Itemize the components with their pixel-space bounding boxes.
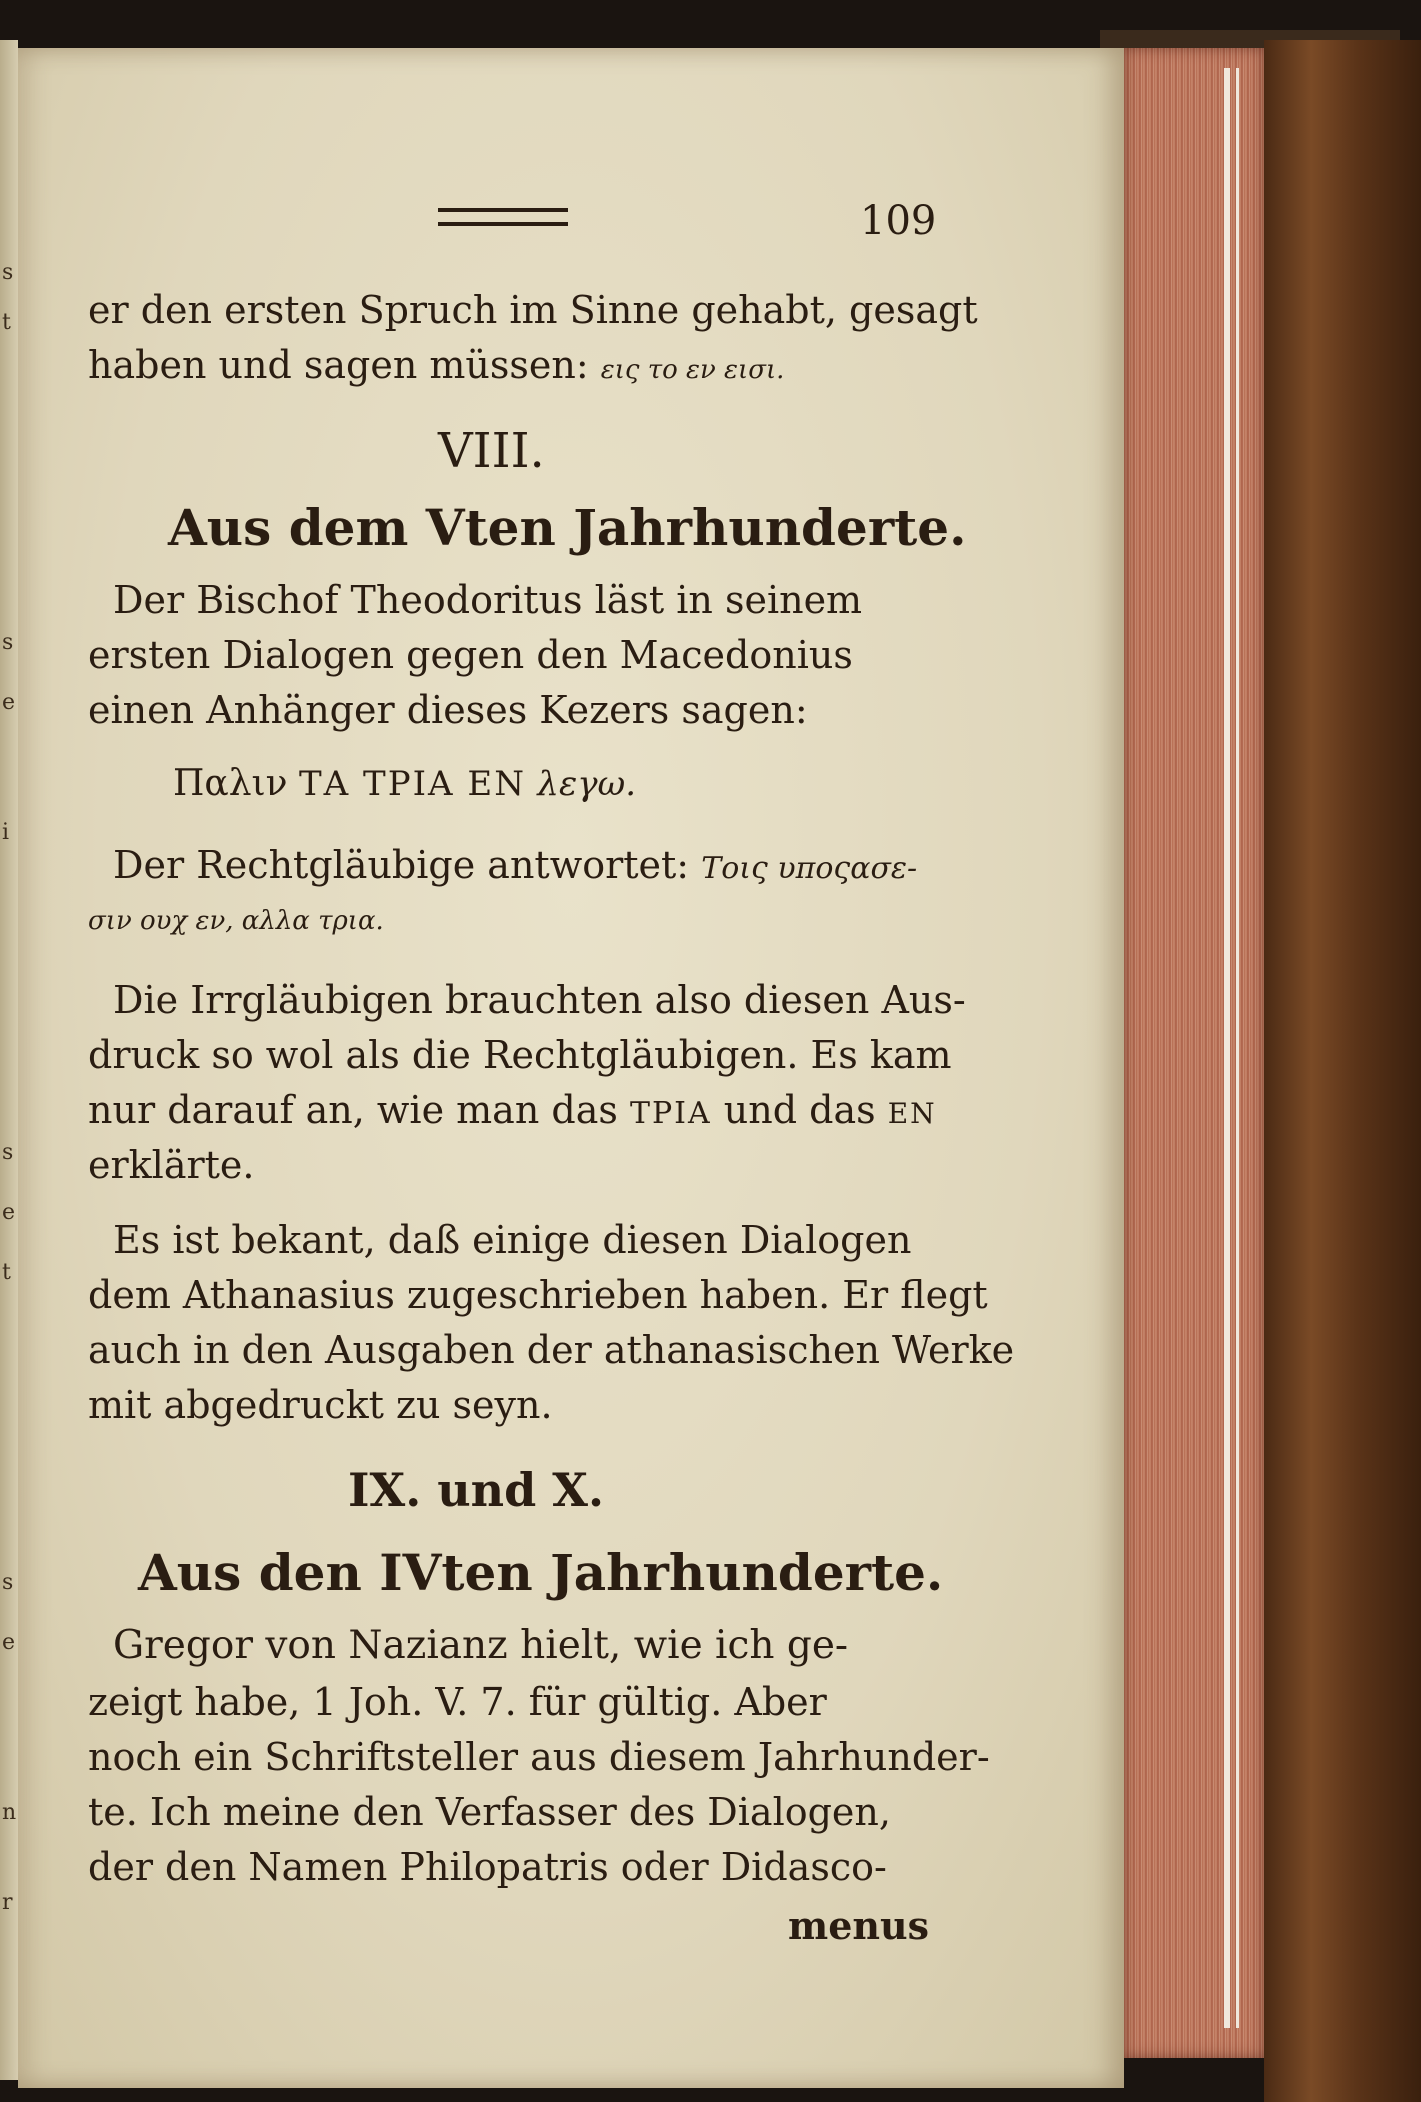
- fragment-letter: t: [2, 1260, 11, 1285]
- section-number: VIII.: [438, 423, 545, 479]
- text-line: Der Bischof Theodoritus läst in seinem: [113, 578, 863, 622]
- page-number: 109: [860, 198, 937, 244]
- book-cover: [1264, 40, 1421, 2102]
- adjacent-page-strip: [0, 40, 18, 2080]
- text-line: erklärte.: [88, 1143, 255, 1187]
- text-line: te. Ich meine den Verfasser des Dialogen,: [88, 1790, 891, 1834]
- text-line: mit abgedruckt zu seyn.: [88, 1383, 553, 1427]
- text-line: druck so wol als die Rechtgläubigen. Es kam: [88, 1033, 952, 1077]
- text-line: [88, 343, 784, 387]
- text-line: Die Irrgläubigen brauchten also diesen Aus-: [113, 978, 966, 1022]
- greek-caps: ΤΡΙΑ: [629, 1096, 712, 1131]
- text-line: zeigt habe, 1 Joh. V. 7. für gültig. Aber: [88, 1680, 827, 1724]
- greek-text: Παλιν: [173, 763, 288, 804]
- fragment-letter: s: [2, 1570, 14, 1595]
- text-line: er den ersten Spruch im Sinne gehabt, gesagt: [88, 288, 978, 332]
- fragment-letter: e: [2, 1630, 16, 1655]
- fragment-letter: i: [2, 820, 10, 845]
- text-line: dem Athanasius zugeschrieben haben. Er flegt: [88, 1273, 988, 1317]
- greek-caps: ΕΝ: [887, 1097, 937, 1130]
- fragment-letter: r: [2, 1890, 13, 1915]
- greek-text: Τοις υποςασε-: [701, 851, 918, 886]
- text-line: noch ein Schriftsteller aus diesem Jahrhunder-: [88, 1735, 990, 1779]
- greek-quote: [173, 763, 636, 804]
- greek-text: λεγω.: [537, 764, 637, 804]
- text-span: nur darauf an, wie man das: [88, 1088, 618, 1132]
- section-title: Aus den IVten Jahrhunderte.: [138, 1543, 944, 1602]
- text-line: Gregor von Nazianz hielt, wie ich ge-: [113, 1623, 849, 1668]
- fragment-letter: t: [2, 310, 11, 335]
- text-line: der den Namen Philopatris oder Didasco-: [88, 1845, 887, 1889]
- fragment-letter: s: [2, 630, 14, 655]
- fragment-letter: n: [2, 1800, 17, 1825]
- fragment-letter: e: [2, 690, 16, 715]
- page-edge-highlight: [1224, 68, 1230, 2028]
- text-line: einen Anhänger dieses Kezers sagen:: [88, 688, 808, 732]
- header-rule: [438, 208, 568, 226]
- text-line: auch in den Ausgaben der athanasischen Werke: [88, 1328, 1015, 1372]
- text-span: und das: [723, 1088, 876, 1132]
- text-line: [113, 843, 917, 887]
- text-span: haben und sagen müssen:: [88, 343, 589, 387]
- page-edge-highlight: [1236, 68, 1239, 2028]
- fragment-letter: e: [2, 1200, 16, 1225]
- fragment-letter: s: [2, 260, 14, 285]
- catchword: menus: [788, 1903, 930, 1948]
- book-page: [18, 48, 1124, 2088]
- fragment-letter: s: [2, 1140, 14, 1165]
- greek-text: σιν ουχ εν, αλλα τρια.: [88, 906, 384, 936]
- section-number: IX. und X.: [348, 1463, 605, 1517]
- greek-caps: ΤΑ ΤΡΙΑ ΕΝ: [298, 764, 526, 804]
- text-line: [88, 1088, 937, 1132]
- book-page-edges: [1124, 48, 1264, 2058]
- greek-text: εις το εν εισι.: [600, 355, 785, 385]
- section-title: Aus dem Vten Jahrhunderte.: [168, 498, 967, 557]
- text-line: Es ist bekant, daß einige diesen Dialogen: [113, 1218, 912, 1262]
- text-span: Der Rechtgläubige antwortet:: [113, 843, 690, 887]
- text-line: ersten Dialogen gegen den Macedonius: [88, 633, 853, 677]
